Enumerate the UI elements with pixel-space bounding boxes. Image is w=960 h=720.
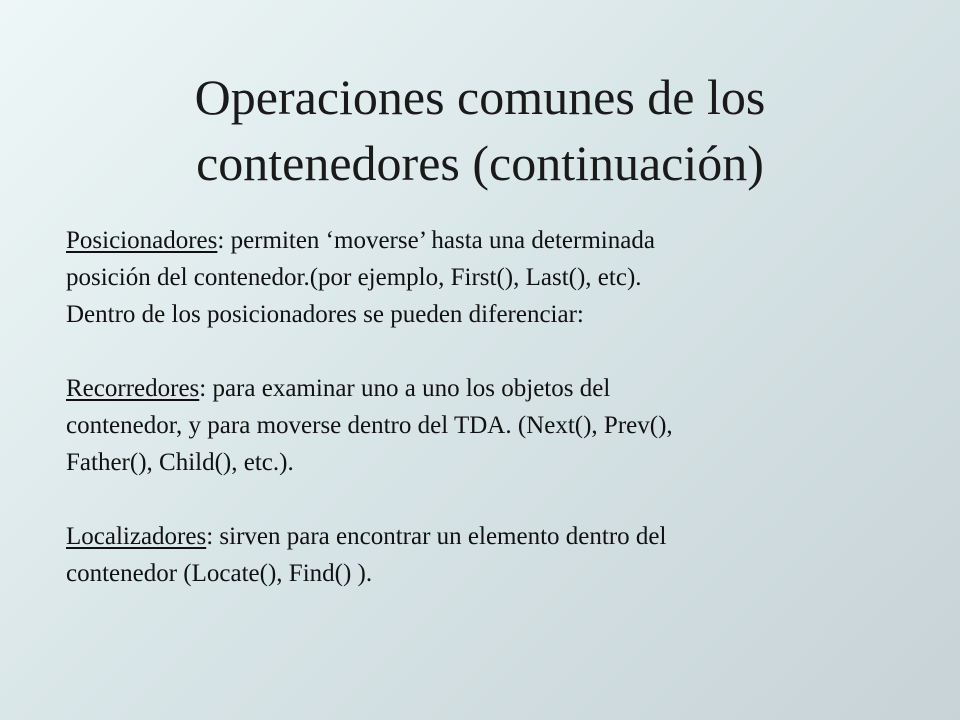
title-line-1: Operaciones comunes de los [194,69,766,125]
term-recorredores: Recorredores [66,375,200,402]
slide-body [66,222,926,592]
definition-text: : sirven para encontrar un elemento dentro del [206,523,667,550]
paragraph-line [66,518,926,555]
term-localizadores: Localizadores [66,523,207,550]
slide-title [0,64,960,196]
definition-text: : permiten ‘moverse’ hasta una determinada [217,227,655,254]
paragraph-line [66,222,926,259]
paragraph-line: Dentro de los posicionadores se pueden diferenciar: [66,301,584,328]
term-posicionadores: Posicionadores [66,227,218,254]
paragraph-recorredores [66,370,926,481]
paragraph-line: Father(), Child(), etc.). [66,449,294,476]
paragraph-line: posición del contenedor.(por ejemplo, First(), Last(), etc). [66,264,642,291]
paragraph-localizadores [66,518,926,592]
definition-text: : para examinar uno a uno los objetos del [199,375,611,402]
paragraph-line: contenedor, y para moverse dentro del TDA. (Next(), Prev(), [66,412,673,439]
paragraph-posicionadores [66,222,926,333]
title-line-2: contenedores (continuación) [196,135,764,191]
paragraph-line [66,370,926,407]
paragraph-line: contenedor (Locate(), Find() ). [66,560,373,587]
